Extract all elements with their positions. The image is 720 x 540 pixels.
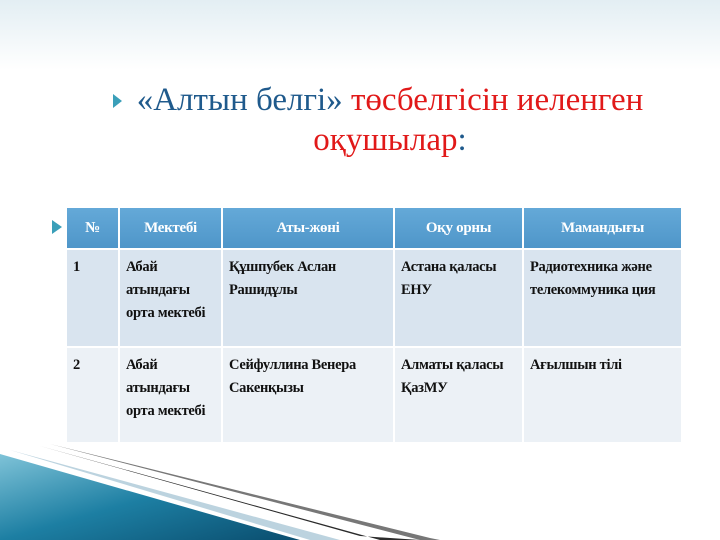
cell-name: Құшпубек Аслан Рашидұлы: [222, 249, 394, 347]
cell-number: 1: [67, 249, 119, 347]
title-colon: :: [457, 122, 467, 158]
header-specialty: Мамандығы: [523, 208, 681, 249]
cell-school: Абай атындағы орта мектебі: [119, 347, 222, 442]
title-award-name: «Алтын белгі»: [136, 82, 343, 118]
cell-school: Абай атындағы орта мектебі: [119, 249, 222, 347]
header-number: №: [67, 208, 119, 249]
cell-specialty: Ағылшын тілі: [523, 347, 681, 442]
cell-number: 2: [67, 347, 119, 442]
title-text-line2: оқушылар: [313, 122, 458, 158]
table-row: [67, 249, 681, 347]
header-name: Аты-жөні: [222, 208, 394, 249]
table-header-row: [67, 208, 681, 249]
header-school: Мектебі: [119, 208, 222, 249]
cell-name: Сейфуллина Венера Сакенқызы: [222, 347, 394, 442]
slide-title: [110, 80, 670, 160]
students-table: [67, 208, 681, 442]
title-text-line1: төсбелгісін иеленген: [350, 82, 644, 118]
header-university: Оқу орны: [394, 208, 523, 249]
table-bullet-icon: [52, 220, 62, 234]
cell-university: Астана қаласы ЕНУ: [394, 249, 523, 347]
corner-swoosh-decoration: [0, 420, 720, 540]
cell-specialty: Радиотехника және телекоммуника ция: [523, 249, 681, 347]
cell-university: Алматы қаласы ҚазМУ: [394, 347, 523, 442]
